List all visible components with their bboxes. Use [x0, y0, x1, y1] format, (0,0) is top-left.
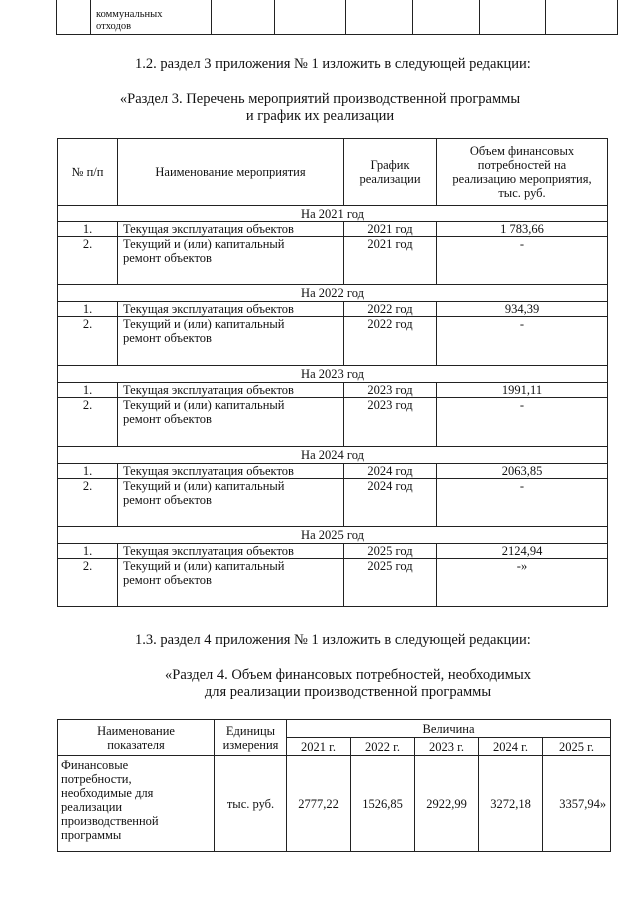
row-name-line-2: ремонт объектов: [123, 573, 212, 587]
row-value-2022: 1526,85: [351, 756, 415, 852]
row-indicator-line-6: программы: [61, 828, 122, 842]
row-name: Текущая эксплуатация объектов: [118, 464, 344, 479]
year-row: [58, 206, 608, 222]
row-name-line-1: Текущий и (или) капитальный: [123, 479, 285, 493]
row-num: 1.: [58, 464, 118, 479]
year-label: На 2023 год: [58, 366, 608, 383]
header-value: Величина: [287, 720, 611, 738]
header-volume-line-3: реализацию мероприятия,: [452, 172, 592, 186]
header-indicator-line-2: показателя: [107, 737, 165, 752]
row-num: 2.: [58, 479, 118, 527]
row-name: Текущая эксплуатация объектов: [118, 222, 344, 237]
header-units-line-2: измерения: [222, 737, 279, 752]
header-year-3: 2023 г.: [415, 738, 479, 756]
section3-table: [57, 138, 608, 607]
row-indicator: [58, 756, 215, 852]
table-row: [58, 464, 608, 479]
header-year-4: 2024 г.: [479, 738, 543, 756]
header-volume: [437, 139, 608, 206]
row-value: -: [437, 479, 608, 527]
row-schedule: 2025 год: [344, 559, 437, 607]
header-year-2: 2022 г.: [351, 738, 415, 756]
paragraph-1-2: 1.2. раздел 3 приложения № 1 изложить в следующей редакции:: [135, 56, 531, 72]
section3-header-row: [58, 139, 608, 206]
section4-title: [28, 667, 640, 701]
row-name: Текущая эксплуатация объектов: [118, 302, 344, 317]
row-indicator-line-3: необходимые для: [61, 786, 154, 800]
row-name-line-1: Текущий и (или) капитальный: [123, 398, 285, 412]
row-value-2025: 3357,94»: [543, 756, 611, 852]
table-row: [58, 479, 608, 527]
row-name: [118, 559, 344, 607]
row-num: 2.: [58, 237, 118, 285]
year-label: На 2022 год: [58, 285, 608, 302]
table-row: [58, 317, 608, 366]
year-row: [58, 366, 608, 383]
row-name: Текущая эксплуатация объектов: [118, 383, 344, 398]
row-num: 2.: [58, 559, 118, 607]
header-indicator-line-1: Наименование: [97, 723, 175, 738]
row-value: 1991,11: [437, 383, 608, 398]
paragraph-1-3: 1.3. раздел 4 приложения № 1 изложить в следующей редакции:: [135, 632, 531, 648]
row-name-line-1: Текущий и (или) капитальный: [123, 237, 285, 251]
row-indicator-line-5: производственной: [61, 814, 159, 828]
row-schedule: 2025 год: [344, 544, 437, 559]
row-value: 2063,85: [437, 464, 608, 479]
row-value: -: [437, 317, 608, 366]
row-name-line-2: ремонт объектов: [123, 412, 212, 426]
header-indicator: [58, 720, 215, 756]
row-value: -: [437, 237, 608, 285]
row-indicator-line-2: потребности,: [61, 772, 132, 786]
year-row: [58, 447, 608, 464]
row-schedule: 2021 год: [344, 222, 437, 237]
header-volume-line-2: потребностей на: [477, 158, 567, 172]
table-row: [58, 383, 608, 398]
section4-header-row: [58, 720, 611, 738]
year-label: На 2024 год: [58, 447, 608, 464]
row-schedule: 2022 год: [344, 302, 437, 317]
row-schedule: 2022 год: [344, 317, 437, 366]
row-value: -: [437, 398, 608, 447]
row-name-line-2: ремонт объектов: [123, 251, 212, 265]
header-name: Наименование мероприятия: [118, 139, 344, 206]
row-name: Текущая эксплуатация объектов: [118, 544, 344, 559]
previous-table-fragment: [56, 0, 618, 35]
row-value: 2124,94: [437, 544, 608, 559]
row-indicator-line-1: Финансовые: [61, 758, 129, 772]
row-name-line-1: Текущий и (или) капитальный: [123, 317, 285, 331]
row-num: 1.: [58, 222, 118, 237]
section4-table: [57, 719, 611, 852]
row-name-line-2: ремонт объектов: [123, 493, 212, 507]
row-name-line-1: Текущий и (или) капитальный: [123, 559, 285, 573]
header-volume-line-4: тыс. руб.: [498, 186, 546, 200]
fragment-cell-text: [91, 0, 212, 35]
header-volume-line-1: Объем финансовых: [469, 144, 575, 158]
fragment-line-1: коммунальных: [96, 9, 163, 20]
row-name: [118, 479, 344, 527]
section3-title-line-2: и график их реализации: [245, 108, 395, 124]
year-row: [58, 285, 608, 302]
year-label: На 2021 год: [58, 206, 608, 222]
row-num: 1.: [58, 544, 118, 559]
table-row: [58, 756, 611, 852]
year-row: [58, 527, 608, 544]
table-row: [58, 559, 608, 607]
row-schedule: 2023 год: [344, 398, 437, 447]
row-name: [118, 237, 344, 285]
header-units: [215, 720, 287, 756]
row-num: 1.: [58, 302, 118, 317]
row-value-2024: 3272,18: [479, 756, 543, 852]
header-year-5: 2025 г.: [543, 738, 611, 756]
row-name-line-2: ремонт объектов: [123, 331, 212, 345]
header-year-1: 2021 г.: [287, 738, 351, 756]
fragment-line-2: отходов: [96, 21, 132, 32]
row-num: 1.: [58, 383, 118, 398]
row-value-2023: 2922,99: [415, 756, 479, 852]
section3-title-line-1: «Раздел 3. Перечень мероприятий производственной программы: [119, 91, 521, 107]
header-schedule: [344, 139, 437, 206]
header-units-line-1: Единицы: [225, 723, 276, 738]
table-row: [58, 544, 608, 559]
row-schedule: 2024 год: [344, 464, 437, 479]
row-num: 2.: [58, 317, 118, 366]
header-num: № п/п: [58, 139, 118, 206]
table-row: [58, 237, 608, 285]
section4-title-line-1: «Раздел 4. Объем финансовых потребностей, необходимых: [165, 667, 531, 683]
row-value: -»: [437, 559, 608, 607]
section4-title-line-2: для реализации производственной программы: [204, 684, 492, 700]
row-num: 2.: [58, 398, 118, 447]
section3-title: [0, 91, 640, 125]
row-value-2021: 2777,22: [287, 756, 351, 852]
row-name: [118, 398, 344, 447]
year-label: На 2025 год: [58, 527, 608, 544]
row-schedule: 2021 год: [344, 237, 437, 285]
header-schedule-line-1: График: [370, 158, 410, 172]
table-row: [58, 302, 608, 317]
row-value: 934,39: [437, 302, 608, 317]
table-row: [58, 398, 608, 447]
header-schedule-line-2: реализации: [359, 172, 421, 186]
row-indicator-line-4: реализации: [61, 800, 123, 814]
row-units: тыс. руб.: [215, 756, 287, 852]
row-schedule: 2023 год: [344, 383, 437, 398]
row-name: [118, 317, 344, 366]
row-value: 1 783,66: [437, 222, 608, 237]
row-schedule: 2024 год: [344, 479, 437, 527]
table-row: [58, 222, 608, 237]
